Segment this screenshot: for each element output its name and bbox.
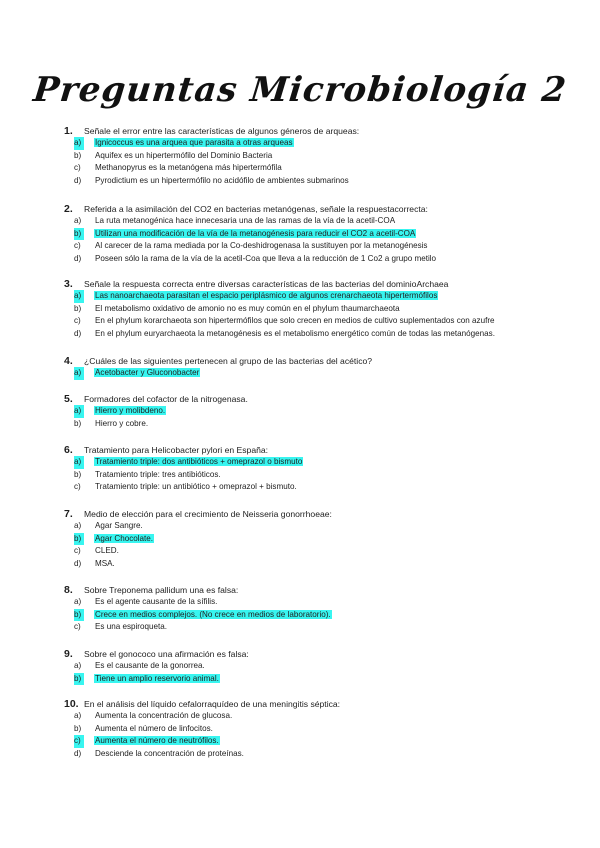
option-letter: b) [74,303,82,313]
option-text: Poseen sólo la rama de la vía de la acetil-Coa que lleva a la reducción de 1 Co2 a grupo metilo [95,253,437,263]
option-letter: b) [74,533,84,545]
question-text [64,508,564,520]
question-label: Tratamiento para Helicobacter pylori en España: [84,445,269,455]
question-text [64,698,564,710]
highlighted-answer-text: Acetobacter y Gluconobacter [95,368,200,378]
option-text: Pyrodictium es un hipertermófilo no acidófilo de ambientes submarinos [95,175,349,185]
question-number: 10. [64,698,79,710]
option-text: En el phylum euryarchaeota la metanogénesis es el metabolismo energético común de todas las metanógenas. [95,328,495,338]
option-text: Aumenta la concentración de glucosa. [95,711,233,721]
option-letter: b) [74,228,84,240]
question-number: 2. [64,203,73,215]
option-text: Aumenta el número de linfocitos. [95,723,213,733]
question-number: 4. [64,355,73,367]
option-text: En el phylum korarchaeota son hipertermófilos que solo crecen en medios de cultivo suplementados con azufre [95,316,495,326]
question-6 [64,444,564,494]
question-label: Medio de elección para el crecimiento de Neisseria gonorrhoeae: [84,509,332,519]
question-7 [64,508,564,570]
highlighted-answer-text: Tratamiento triple: dos antibióticos + omeprazol o bismuto [95,457,303,467]
question-9 [64,648,564,685]
answer-option [64,290,564,302]
question-label: Sobre el gonococo una afirmación es falsa: [84,649,249,659]
option-letter: a) [74,597,82,607]
answer-option [64,673,564,685]
answer-option [64,456,564,468]
answer-option [64,137,564,149]
highlighted-answer-text: Ignicoccus es una arquea que parasita a otras arqueas [95,138,293,148]
answer-option [64,520,564,532]
question-number: 3. [64,278,73,290]
answer-option [64,418,564,430]
answer-option [64,748,564,760]
option-letter: c) [74,163,81,173]
answer-option [64,723,564,735]
option-letter: b) [74,418,82,428]
answer-option [64,228,564,240]
option-text: La ruta metanogénica hace innecesaria una de las ramas de la vía de la acetil-COA [95,216,396,226]
answer-option [64,328,564,340]
option-text: Es el causante de la gonorrea. [95,661,205,671]
question-number: 7. [64,508,73,520]
answer-option [64,545,564,557]
question-text [64,393,564,405]
question-text [64,584,564,596]
answer-option [64,533,564,545]
option-letter: c) [74,735,84,747]
option-letter: c) [74,316,81,326]
option-text: Tratamiento triple: un antibiótico + omeprazol + bismuto. [95,482,297,492]
option-letter: b) [74,673,84,685]
answer-option [64,469,564,481]
option-text: Es una espiroqueta. [95,622,167,632]
question-number: 9. [64,648,73,660]
option-text: Hierro y cobre. [95,418,149,428]
answer-option [64,481,564,493]
option-letter: a) [74,711,82,721]
answer-option [64,735,564,747]
question-text [64,125,564,137]
question-label: Referida a la asimilación del CO2 en bacterias metanógenas, señale la respuestacorrecta: [84,204,428,214]
highlighted-answer-text: Agar Chocolate. [95,533,154,543]
option-text: Aquifex es un hipertermófilo del Dominio Bacteria [95,150,273,160]
answer-option [64,315,564,327]
option-letter: a) [74,137,84,149]
answer-option [64,303,564,315]
question-label: Señale la respuesta correcta entre diversas características de las bacterias del dominioArchaea [84,279,449,289]
highlighted-answer-text: Hierro y molibdeno. [95,406,166,416]
highlighted-answer-text: Las nanoarchaeota parasitan el espacio periplásmico de algunos crenarchaeota hipertermófilos [95,291,438,301]
option-letter: a) [74,367,84,379]
question-text [64,648,564,660]
highlighted-answer-text: Tiene un amplio reservorio animal. [95,673,219,683]
question-1 [64,125,564,187]
answer-option [64,710,564,722]
option-letter: d) [74,328,82,338]
question-label: En el análisis del líquido cefalorraquídeo de una meningitis séptica: [84,699,341,709]
question-number: 5. [64,393,73,405]
option-letter: c) [74,622,81,632]
option-letter: b) [74,150,82,160]
answer-option [64,175,564,187]
option-letter: c) [74,241,81,251]
answer-option [64,660,564,672]
option-text: El metabolismo oxidativo de amonio no es muy común en el phylum thaumarchaeota [95,303,400,313]
option-letter: d) [74,558,82,568]
option-letter: a) [74,661,82,671]
option-letter: b) [74,609,84,621]
question-5 [64,393,564,430]
option-letter: b) [74,469,82,479]
answer-option [64,240,564,252]
option-letter: c) [74,546,81,556]
option-letter: d) [74,175,82,185]
page-title: Preguntas Microbiología 2 [31,70,569,110]
option-text: Methanopyrus es la metanógena más hipertermófila [95,163,282,173]
answer-option [64,215,564,227]
highlighted-answer-text: Aumenta el número de neutrófilos. [95,736,219,746]
question-2 [64,203,564,265]
highlighted-answer-text: Crece en medios complejos. (No crece en medios de laboratorio). [95,609,331,619]
answer-option [64,150,564,162]
option-text: Tratamiento triple: tres antibióticos. [95,469,221,479]
question-number: 1. [64,125,73,137]
option-letter: c) [74,482,81,492]
question-text [64,278,564,290]
option-text: MSA. [95,558,115,568]
option-text: CLED. [95,546,119,556]
question-8 [64,584,564,634]
question-3 [64,278,564,340]
question-label: Sobre Treponema pallidum una es falsa: [84,585,239,595]
question-label: Señale el error entre las características de algunos géneros de arqueas: [84,126,360,136]
question-text [64,203,564,215]
option-text: Agar Sangre. [95,521,143,531]
option-letter: b) [74,723,82,733]
option-letter: a) [74,290,84,302]
option-letter: d) [74,748,82,758]
question-4 [64,355,564,380]
option-letter: a) [74,405,84,417]
option-text: Desciende la concentración de proteínas. [95,748,244,758]
question-label: Formadores del cofactor de la nitrogenasa. [84,394,248,404]
option-letter: a) [74,216,82,226]
answer-option [64,621,564,633]
option-letter: d) [74,253,82,263]
question-text [64,444,564,456]
question-label: ¿Cuáles de las siguientes pertenecen al grupo de las bacterias del acético? [84,356,373,366]
answer-option [64,609,564,621]
question-text [64,355,564,367]
answer-option [64,558,564,570]
option-text: Es el agente causante de la sífilis. [95,597,218,607]
answer-option [64,596,564,608]
option-text: Al carecer de la rama mediada por la Co-deshidrogenasa la sustituyen por la metanogénesis [95,241,428,251]
option-letter: a) [74,521,82,531]
question-number: 6. [64,444,73,456]
answer-option [64,253,564,265]
answer-option [64,367,564,379]
question-number: 8. [64,584,73,596]
highlighted-answer-text: Utilizan una modificación de la vía de la metanogénesis para reducir el CO2 a acetil-COA [95,228,416,238]
answer-option [64,405,564,417]
question-10 [64,698,564,760]
answer-option [64,162,564,174]
option-letter: a) [74,456,84,468]
